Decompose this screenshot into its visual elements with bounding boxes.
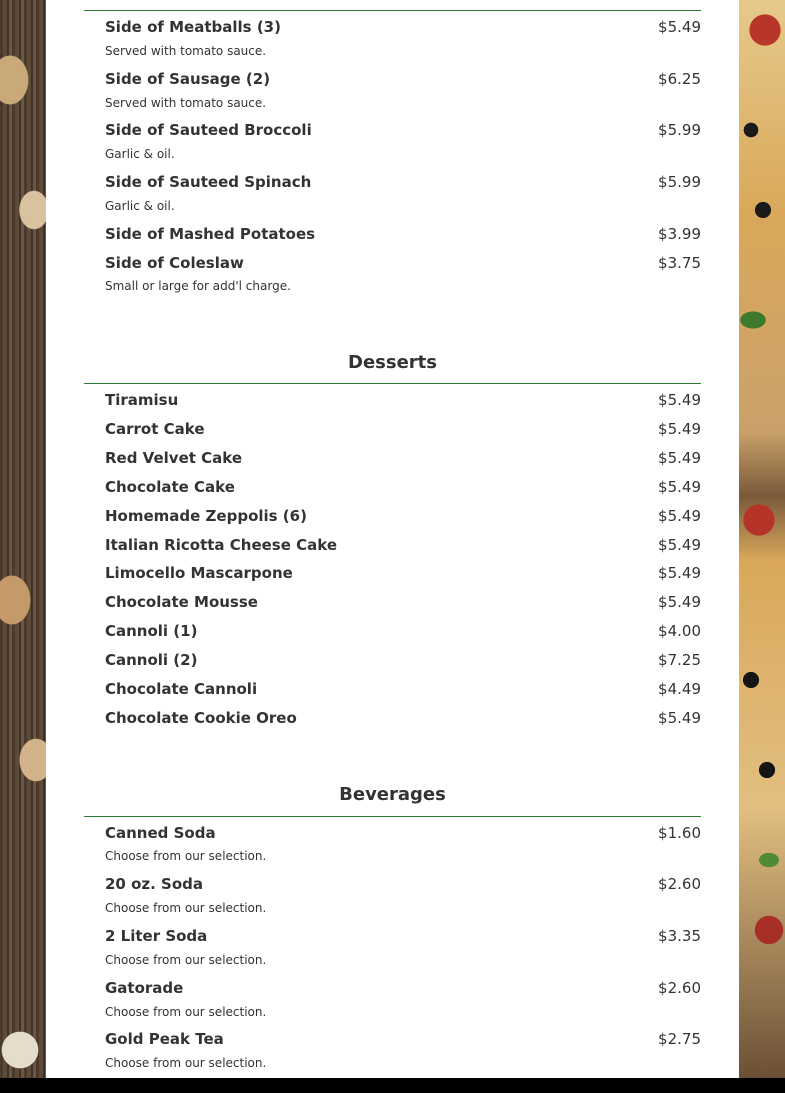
item-price: $6.25: [658, 70, 701, 88]
item-name: Tiramisu: [105, 391, 179, 409]
section-heading-beverages: Beverages: [339, 784, 446, 805]
item-price: $5.49: [658, 709, 701, 727]
item-price: $5.99: [658, 173, 701, 191]
item-description: Choose from our selection.: [105, 849, 267, 863]
item-name: Cannoli (1): [105, 622, 198, 640]
item-name: Side of Coleslaw: [105, 254, 244, 272]
item-price: $2.60: [658, 979, 701, 997]
item-name: 2 Liter Soda: [105, 927, 208, 945]
item-name: Chocolate Cake: [105, 478, 235, 496]
item-price: $7.25: [658, 651, 701, 669]
item-price: $5.49: [658, 507, 701, 525]
section-divider: [84, 10, 701, 11]
item-name: Side of Sauteed Spinach: [105, 173, 312, 191]
item-name: Side of Meatballs (3): [105, 18, 281, 36]
item-price: $5.49: [658, 391, 701, 409]
item-description: Choose from our selection.: [105, 953, 267, 967]
item-price: $5.49: [658, 564, 701, 582]
item-price: $2.75: [658, 1030, 701, 1048]
item-description: Choose from our selection.: [105, 901, 267, 915]
item-name: Homemade Zeppolis (6): [105, 507, 307, 525]
item-description: Garlic & oil.: [105, 147, 175, 161]
item-name: Italian Ricotta Cheese Cake: [105, 536, 337, 554]
item-price: $1.60: [658, 824, 701, 842]
item-name: Chocolate Mousse: [105, 593, 258, 611]
item-name: Side of Sauteed Broccoli: [105, 121, 312, 139]
item-name: Limocello Mascarpone: [105, 564, 293, 582]
item-description: Choose from our selection.: [105, 1005, 267, 1019]
item-price: $5.49: [658, 449, 701, 467]
section-divider: [84, 816, 701, 817]
item-name: Chocolate Cookie Oreo: [105, 709, 297, 727]
item-price: $5.49: [658, 593, 701, 611]
item-description: Served with tomato sauce.: [105, 44, 267, 58]
background-pizza: [739, 0, 785, 1078]
item-name: 20 oz. Soda: [105, 875, 204, 893]
item-price: $3.75: [658, 254, 701, 272]
item-name: Side of Sausage (2): [105, 70, 271, 88]
item-name: Carrot Cake: [105, 420, 205, 438]
item-name: Red Velvet Cake: [105, 449, 243, 467]
item-price: $2.60: [658, 875, 701, 893]
item-name: Gatorade: [105, 979, 184, 997]
item-price: $3.99: [658, 225, 701, 243]
item-price: $4.49: [658, 680, 701, 698]
item-price: $5.49: [658, 18, 701, 36]
background-wood-mushrooms: [0, 0, 46, 1078]
item-name: Side of Mashed Potatoes: [105, 225, 316, 243]
item-price: $4.00: [658, 622, 701, 640]
item-price: $5.49: [658, 536, 701, 554]
item-description: Served with tomato sauce.: [105, 96, 267, 110]
item-name: Canned Soda: [105, 824, 216, 842]
item-name: Cannoli (2): [105, 651, 198, 669]
item-description: Choose from our selection.: [105, 1056, 267, 1070]
item-price: $3.35: [658, 927, 701, 945]
section-heading-desserts: Desserts: [348, 352, 437, 373]
section-divider: [84, 383, 701, 384]
item-name: Gold Peak Tea: [105, 1030, 224, 1048]
item-price: $5.49: [658, 420, 701, 438]
item-description: Garlic & oil.: [105, 199, 175, 213]
item-name: Chocolate Cannoli: [105, 680, 258, 698]
item-price: $5.99: [658, 121, 701, 139]
item-description: Small or large for add'l charge.: [105, 279, 291, 293]
item-price: $5.49: [658, 478, 701, 496]
